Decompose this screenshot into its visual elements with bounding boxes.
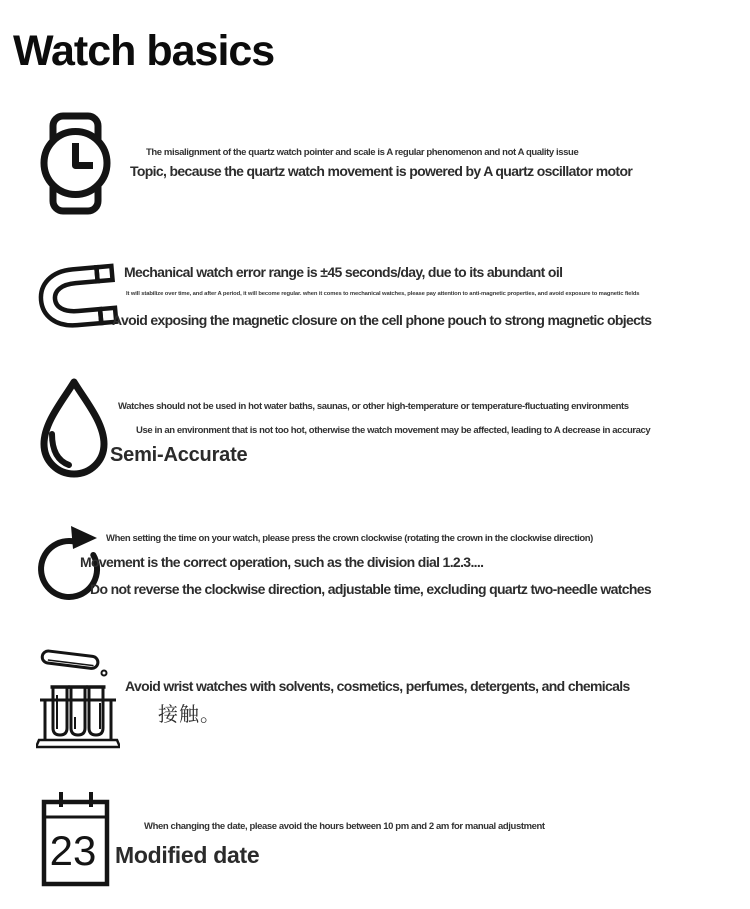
date-note-text: When changing the date, please avoid the hours between 10 pm and 2 am for manual adjustment	[144, 821, 545, 832]
temperature-note-2-text: Use in an environment that is not too hot, otherwise the watch movement may be affected, leading to A decrease in accuracy	[136, 425, 651, 436]
quartz-note-text: The misalignment of the quartz watch pointer and scale is A regular phenomenon and not A quality issue	[146, 147, 579, 158]
wristwatch-icon	[37, 112, 114, 215]
magnet-fineprint-text: It will stabilize over time, and after A period, it will become regular. when it comes to mechanical watches, please pay attention to anti-magnetic properties, and avoid exposure to magnetic fields	[126, 290, 640, 297]
semi-accurate-heading: Semi-Accurate	[110, 444, 248, 466]
calendar-day: 23	[49, 827, 97, 874]
crown-note-text: When setting the time on your watch, please press the crown clockwise (rotating the crown in the clockwise direction)	[106, 533, 593, 544]
modified-date-heading: Modified date	[115, 842, 260, 868]
chemicals-avoid-text: Avoid wrist watches with solvents, cosmetics, perfumes, detergents, and chemicals	[125, 678, 630, 694]
temperature-note-1-text: Watches should not be used in hot water baths, saunas, or other high-temperature or temperature-fluctuating environments	[118, 401, 629, 412]
test-tubes-icon	[36, 643, 120, 751]
magnet-error-range-text: Mechanical watch error range is ±45 seconds/day, due to its abundant oil	[124, 264, 563, 280]
page-title: Watch basics	[13, 27, 275, 75]
magnet-icon	[35, 263, 121, 333]
quartz-main-text: Topic, because the quartz watch movement is powered by A quartz oscillator motor	[130, 163, 633, 179]
chemicals-cjk-text: 接触。	[158, 704, 221, 726]
magnet-avoid-text: Avoid exposing the magnetic closure on the cell phone pouch to strong magnetic objects	[112, 312, 652, 328]
crown-movement-text: Movement is the correct operation, such as the division dial 1.2.3....	[80, 554, 484, 570]
crown-warning-text: Do not reverse the clockwise direction, adjustable time, excluding quartz two-needle watches	[90, 581, 652, 597]
water-drop-icon	[38, 377, 110, 479]
calendar-icon	[40, 789, 112, 888]
